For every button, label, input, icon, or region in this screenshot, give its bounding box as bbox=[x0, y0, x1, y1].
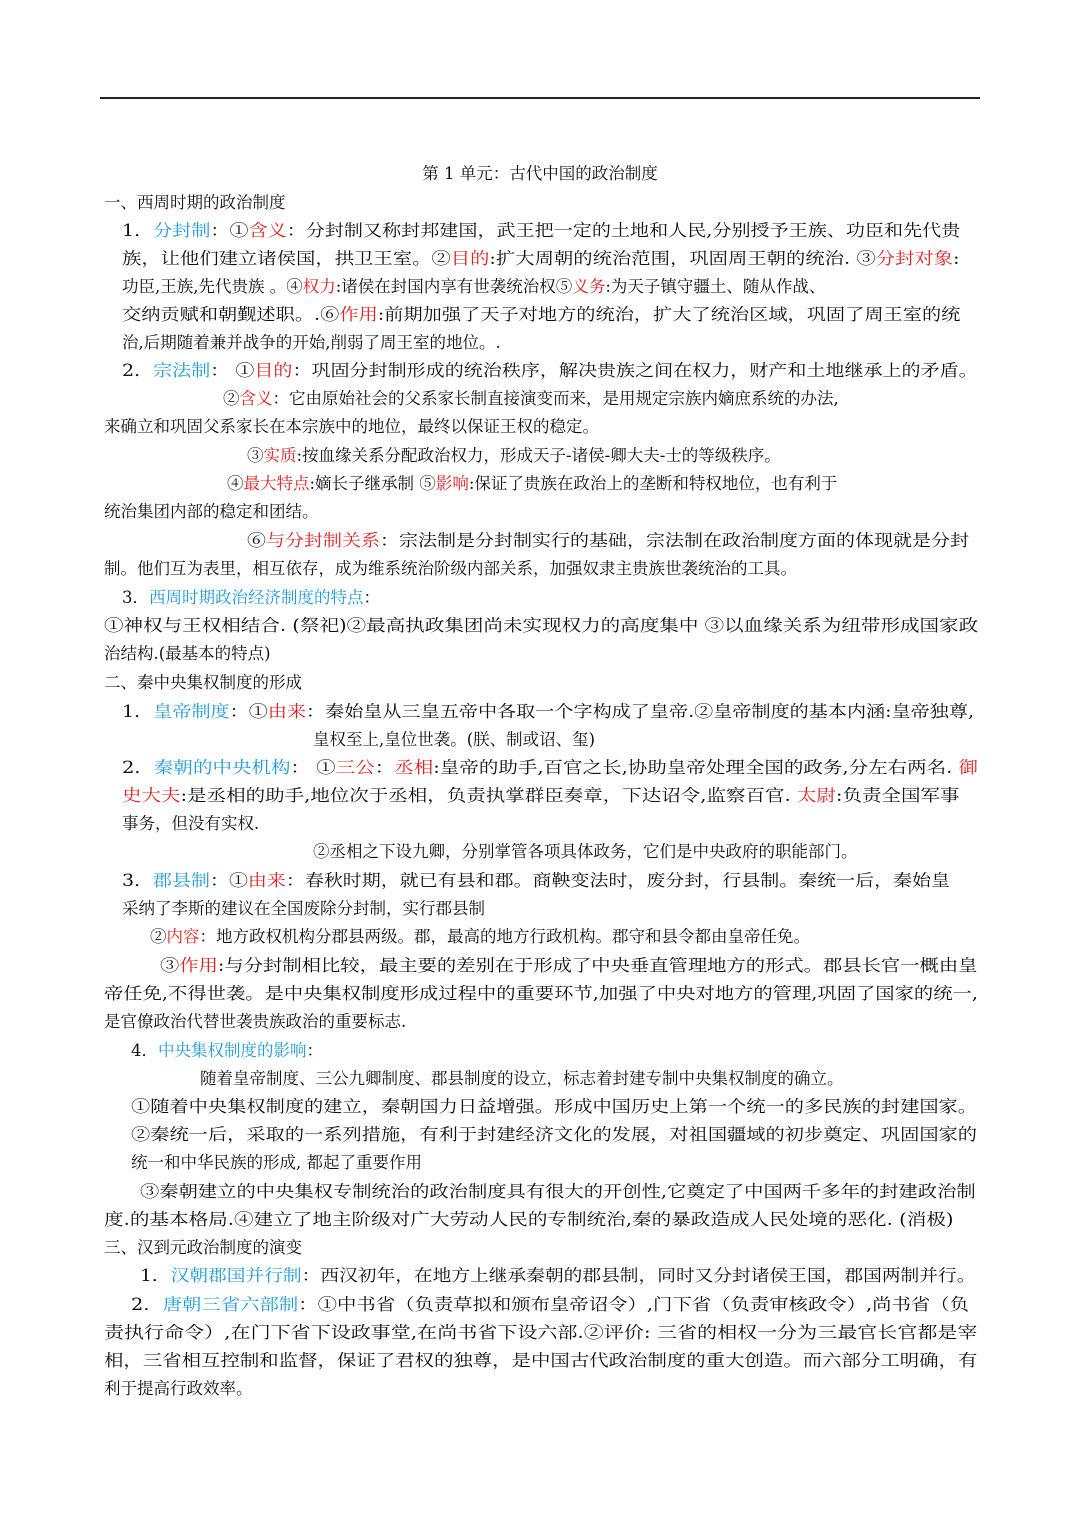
key-term: 御 bbox=[958, 758, 979, 777]
text-line bbox=[122, 754, 978, 782]
text-line bbox=[104, 555, 797, 583]
text-line bbox=[104, 980, 978, 1008]
page-title: 第 1 单元：古代中国的政治制度 bbox=[422, 164, 658, 183]
text-run: :嫡长子继承制 ⑤ bbox=[309, 474, 436, 493]
text-run: 是官僚政治代替世袭贵族政治的重要标志. bbox=[104, 1012, 407, 1031]
text-run: 2． bbox=[122, 361, 154, 380]
text-run: :负责全国军事 bbox=[835, 786, 960, 805]
text-line bbox=[104, 1375, 253, 1403]
text-run: 1． bbox=[122, 702, 154, 721]
text-run: :为天子镇守疆土、随从作战、 bbox=[605, 277, 826, 296]
key-term: 目的 bbox=[254, 361, 293, 380]
text-run: ：①中书省（负责草拟和颁布皇帝诏令）,门下省（负责审核政令）,尚书省（负 bbox=[298, 1295, 970, 1314]
heading-term: 皇帝制度 bbox=[153, 702, 230, 721]
key-term: 实质 bbox=[263, 446, 297, 465]
text-run: ④ bbox=[227, 474, 244, 493]
key-term: 三公 bbox=[335, 758, 375, 777]
text-line bbox=[131, 1149, 422, 1177]
text-run: ：西汉初年，在地方上继承秦朝的郡县制，同时又分封诸侯王国，郡国两制并行。 bbox=[301, 1266, 976, 1285]
text-run: :与分封制相比较，最主要的差别在于形成了中央垂直管理地方的形式。郡县长官一概由皇 bbox=[217, 956, 978, 975]
text-run: ：宗法制是分封制实行的基础，宗法制在政治制度方面的体现就是分封 bbox=[379, 531, 969, 550]
text-line bbox=[313, 726, 595, 754]
text-run: ②秦统一后，采取的一系列措施，有利于封建经济文化的发展，对祖国疆域的初步奠定、巩固国家的 bbox=[131, 1125, 978, 1144]
text-run: 利于提高行政效率。 bbox=[104, 1379, 253, 1398]
text-run: ：地方政权机构分郡县两级。郡，最高的地方行政机构。郡守和县令都由皇帝任免。 bbox=[199, 927, 810, 946]
text-run: :诸侯在封国内享有世袭统治权⑤ bbox=[335, 277, 573, 296]
text-run: ： bbox=[374, 758, 395, 777]
text-run: 1． bbox=[140, 1266, 171, 1285]
text-line bbox=[122, 895, 485, 923]
text-run: 统一和中华民族的形成, 都起了重要作用 bbox=[131, 1153, 422, 1172]
key-term: 含义 bbox=[239, 389, 273, 408]
text-run: ：① bbox=[229, 702, 268, 721]
text-run: 2． bbox=[122, 758, 154, 777]
text-line bbox=[150, 923, 810, 951]
text-run: ③秦朝建立的中央集权专制统治的政治制度具有很大的开创性,它奠定了中国两千多年的封建政治制 bbox=[140, 1182, 976, 1201]
key-term: 由来 bbox=[267, 702, 307, 721]
text-run: 责执行命令）,在门下省下设政事堂,在尚书省下设六部.②评价: 三省的相权一分为三最官长官都是宰 bbox=[104, 1323, 978, 1342]
text-run: 4． bbox=[131, 1041, 158, 1060]
text-line bbox=[122, 810, 259, 838]
text-run: 随着皇帝制度、三公九卿制度、郡县制度的设立，标志着封建专制中央集权制度的确立。 bbox=[200, 1069, 844, 1088]
text-line bbox=[247, 442, 781, 470]
text-line bbox=[104, 1319, 977, 1347]
text-run: 帝任免,不得世袭。是中央集权制度形成过程中的重要环节,加强了中央对地方的管理,巩固了国家的统一, bbox=[104, 984, 978, 1003]
text-run: :前期加强了天子对地方的统治，扩大了统治区域，巩固了周王室的统 bbox=[377, 305, 961, 324]
text-run: ② bbox=[223, 389, 240, 408]
text-run: 治结构.(最基本的特点) bbox=[104, 644, 271, 663]
text-line bbox=[131, 1037, 323, 1065]
text-line bbox=[104, 498, 319, 526]
heading-term: 唐朝三省六部制 bbox=[162, 1295, 299, 1314]
text-line bbox=[104, 640, 271, 668]
key-term: 太尉 bbox=[796, 786, 836, 805]
text-line bbox=[104, 1234, 302, 1262]
text-run: 皇权至上,皇位世袭。(朕、制或诏、玺) bbox=[313, 730, 596, 749]
text-run: ：① bbox=[210, 221, 249, 240]
text-run: 来确立和巩固父系家长在本宗族中的地位，最终以保证王权的稳定。 bbox=[104, 417, 599, 436]
text-line bbox=[122, 867, 950, 895]
text-run: ：它由原始社会的父系家长制直接演变而来，是用规定宗族内嫡庶系统的办法, bbox=[272, 389, 839, 408]
text-run: ⑥ bbox=[247, 531, 266, 550]
text-line bbox=[247, 527, 969, 555]
heading-term: 西周时期政治经济制度的特点 bbox=[149, 588, 364, 607]
key-term: 与分封制关系 bbox=[265, 531, 380, 550]
text-run: :扩大周朝的统治范围，巩固周王朝的统治. ③ bbox=[489, 249, 876, 268]
text-line bbox=[122, 273, 825, 301]
text-line bbox=[122, 698, 974, 726]
text-run: 交纳贡赋和朝觐述职。.⑥ bbox=[122, 305, 340, 324]
heading-term: 秦朝的中央机构 bbox=[153, 758, 291, 777]
text-run: :按血缘关系分配政治权力，形成天子-诸侯-卿大夫-士的等级秩序。 bbox=[296, 446, 781, 465]
text-run: 制。他们互为表里，相互依存，成为维系统治阶级内部关系，加强奴隶主贵族世袭统治的工具。 bbox=[104, 559, 797, 578]
text-line bbox=[131, 1093, 977, 1121]
heading-term: 分封制 bbox=[153, 221, 211, 240]
text-run: ： bbox=[306, 1041, 323, 1060]
text-run: 采纳了李斯的建议在全国废除分封制，实行郡县制 bbox=[122, 899, 485, 918]
text-line bbox=[104, 612, 978, 640]
text-line bbox=[122, 301, 960, 329]
text-line bbox=[200, 1065, 844, 1093]
text-line bbox=[122, 357, 978, 385]
text-line bbox=[140, 1262, 975, 1290]
text-line bbox=[227, 470, 837, 498]
text-run: 1． bbox=[122, 221, 154, 240]
text-run: :皇帝的助手,百官之长,协助皇帝处理全国的政务,分左右两名. bbox=[433, 758, 959, 777]
text-run: 3． bbox=[122, 588, 149, 607]
text-run: ： ① bbox=[290, 758, 336, 777]
key-term: 史大夫 bbox=[122, 786, 181, 805]
heading-term: 中央集权制度的影响 bbox=[158, 1041, 307, 1060]
heading-term: 郡县制 bbox=[153, 871, 210, 890]
text-line bbox=[104, 413, 599, 441]
text-line bbox=[122, 245, 960, 273]
text-line bbox=[122, 329, 501, 357]
key-term: 作用 bbox=[339, 305, 378, 324]
key-term: 丞相 bbox=[394, 758, 434, 777]
text-line bbox=[131, 1121, 977, 1149]
key-term: 分封对象 bbox=[875, 249, 954, 268]
text-run: 度.的基本格局.④建立了地主阶级对广大劳动人民的专制统治,秦的暴政造成人民处境的恶化. (消极) bbox=[104, 1210, 954, 1229]
text-run: ： bbox=[363, 588, 380, 607]
text-run: 功臣,王族,先代贵族 。④ bbox=[122, 277, 303, 296]
key-term: 影响 bbox=[435, 474, 469, 493]
text-run: :是丞相的助手,地位次于丞相，负责执掌群臣奏章，下达诏令,监察百官. bbox=[180, 786, 797, 805]
key-term: 作用 bbox=[179, 956, 218, 975]
key-term: 目的 bbox=[450, 249, 490, 268]
text-run: ①神权与王权相结合. (祭祀)②最高执政集团尚未实现权力的高度集中 ③以血缘关系为纽带形成国家政 bbox=[104, 616, 979, 635]
text-line bbox=[122, 217, 960, 245]
text-run: 事务，但没有实权. bbox=[122, 814, 260, 833]
text-line bbox=[122, 584, 380, 612]
text-run: 治,后期随着兼并战争的开始,削弱了周王室的地位。. bbox=[122, 333, 501, 352]
key-term: 义务 bbox=[572, 277, 606, 296]
text-line bbox=[104, 669, 302, 697]
text-line bbox=[104, 1347, 977, 1375]
text-line bbox=[104, 1206, 954, 1234]
text-line bbox=[131, 1291, 969, 1319]
text-run: ③ bbox=[160, 956, 180, 975]
text-run: ：分封制又称封邦建国，武王把一定的土地和人民,分别授予王族、功臣和先代贵 bbox=[286, 221, 961, 240]
text-run: ② bbox=[150, 927, 167, 946]
text-line bbox=[140, 1178, 976, 1206]
key-term: 最大特点 bbox=[243, 474, 310, 493]
header-rule bbox=[100, 97, 980, 99]
text-run: : bbox=[953, 249, 960, 268]
text-line bbox=[313, 838, 858, 866]
text-run: 二、秦中央集权制度的形成 bbox=[104, 673, 302, 692]
key-term: 内容 bbox=[166, 927, 200, 946]
text-run: 相，三省相互控制和监督，保证了君权的独尊，是中国古代政治制度的重大创造。而六部分工明确，有 bbox=[104, 1351, 978, 1370]
key-term: 权力 bbox=[302, 277, 336, 296]
text-line bbox=[122, 782, 960, 810]
text-line bbox=[160, 952, 977, 980]
text-run: ：① bbox=[209, 871, 248, 890]
text-line bbox=[223, 385, 839, 413]
text-run: ③ bbox=[247, 446, 264, 465]
text-run: 3． bbox=[122, 871, 154, 890]
text-run: ：春秋时期，就已有县和郡。商鞅变法时，废分封，行县制。秦统一后，秦始皇 bbox=[285, 871, 950, 890]
text-run: :保证了贵族在政治上的垄断和特权地位，也有利于 bbox=[468, 474, 838, 493]
key-term: 由来 bbox=[247, 871, 286, 890]
text-run: ：巩固分封制形成的统治秩序，解决贵族之间在权力，财产和土地继承上的矛盾。 bbox=[292, 361, 978, 380]
text-run: 2． bbox=[131, 1295, 163, 1314]
text-run: ：秦始皇从三皇五帝中各取一个字构成了皇帝.②皇帝制度的基本内涵:皇帝独尊, bbox=[306, 702, 975, 721]
text-line bbox=[104, 189, 286, 217]
heading-term: 宗法制 bbox=[153, 361, 211, 380]
text-run: 统治集团内部的稳定和团结。 bbox=[104, 502, 319, 521]
text-run: 族，让他们建立诸侯国，拱卫王室。② bbox=[122, 249, 451, 268]
text-line bbox=[104, 1008, 406, 1036]
key-term: 含义 bbox=[248, 221, 287, 240]
heading-term: 汉朝郡国并行制 bbox=[170, 1266, 302, 1285]
text-run: ： ① bbox=[210, 361, 255, 380]
text-run: 三、汉到元政治制度的演变 bbox=[104, 1238, 302, 1257]
text-run: ②丞相之下设九卿，分别掌管各项具体政务，它们是中央政府的职能部门。 bbox=[313, 842, 858, 861]
text-run: ①随着中央集权制度的建立，秦朝国力日益增强。形成中国历史上第一个统一的多民族的封建国家。 bbox=[131, 1097, 978, 1116]
text-run: 一、西周时期的政治制度 bbox=[104, 193, 286, 212]
